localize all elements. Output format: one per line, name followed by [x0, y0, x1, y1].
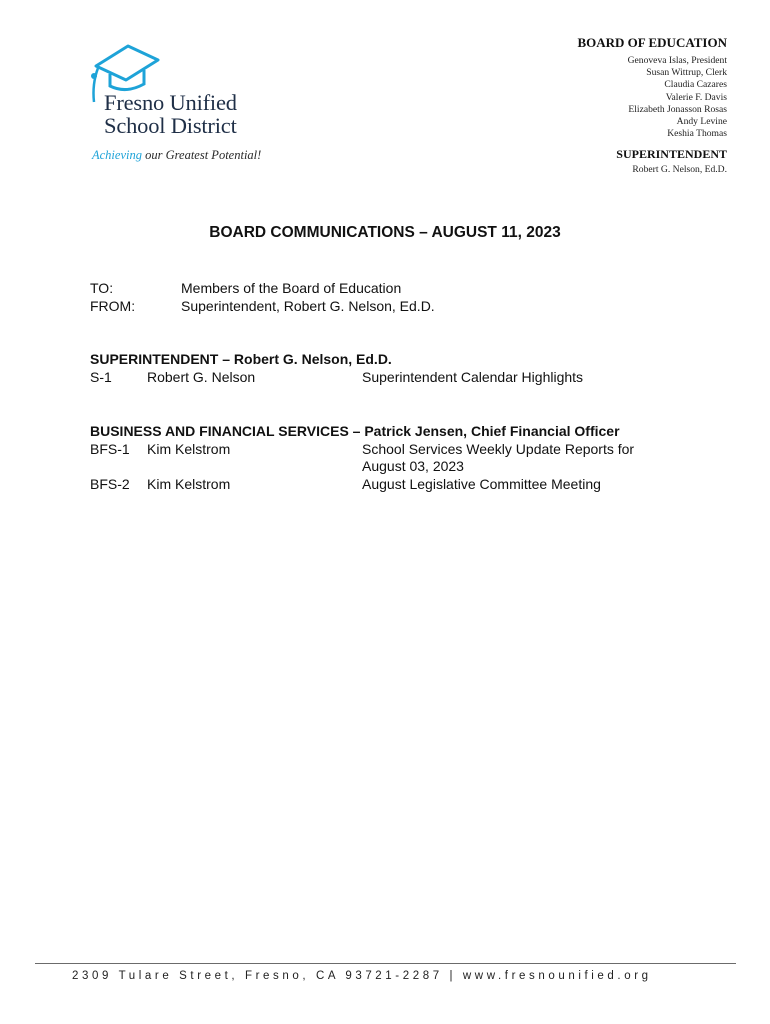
- section-heading: SUPERINTENDENT – Robert G. Nelson, Ed.D.: [90, 351, 392, 367]
- item-author: Kim Kelstrom: [147, 475, 231, 492]
- district-logo: [86, 44, 271, 174]
- board-member: Elizabeth Jonasson Rosas: [628, 103, 727, 115]
- section-superintendent: [90, 351, 672, 386]
- board-member: Genoveva Islas, President: [627, 55, 727, 66]
- board-member: Susan Wittrup, Clerk: [646, 67, 727, 79]
- section-heading: BUSINESS AND FINANCIAL SERVICES – Patrick Jensen, Chief Financial Officer: [90, 423, 620, 439]
- section-business-financial: [90, 423, 672, 493]
- board-of-education-block: [577, 35, 727, 140]
- list-item: [90, 476, 672, 494]
- tagline-rest: our Greatest Potential!: [141, 148, 262, 162]
- superintendent-block: [616, 147, 727, 175]
- item-description: Superintendent Calendar Highlights: [362, 368, 584, 385]
- item-author: Kim Kelstrom: [147, 440, 231, 457]
- logo-line-1: Fresno Unified: [104, 90, 237, 115]
- item-code: BFS-1: [90, 440, 130, 457]
- board-member: Andy Levine: [676, 116, 727, 128]
- board-heading: BOARD OF EDUCATION: [577, 35, 727, 50]
- memo-header: [90, 279, 435, 315]
- footer-divider: [35, 963, 736, 964]
- list-item: [90, 369, 672, 387]
- to-value: Members of the Board of Education: [181, 280, 402, 296]
- page-title: BOARD COMMUNICATIONS – AUGUST 11, 2023: [209, 224, 561, 241]
- superintendent-heading: SUPERINTENDENT: [616, 147, 727, 161]
- tagline-highlight: Achieving: [92, 148, 142, 162]
- board-member: Valerie F. Davis: [665, 91, 727, 103]
- item-description: August Legislative Committee Meeting: [362, 475, 601, 492]
- item-author: Robert G. Nelson: [147, 368, 256, 385]
- logo-line-2: School District: [104, 113, 237, 138]
- item-code: BFS-2: [90, 475, 130, 492]
- superintendent-name: Robert G. Nelson, Ed.D.: [632, 164, 727, 175]
- from-value: Superintendent, Robert G. Nelson, Ed.D.: [181, 298, 435, 314]
- list-item: [90, 441, 672, 476]
- from-label: FROM:: [90, 298, 136, 314]
- item-code: S-1: [90, 368, 112, 385]
- board-member: Keshia Thomas: [667, 128, 727, 140]
- logo-tagline: [92, 148, 261, 163]
- to-label: TO:: [90, 280, 114, 296]
- board-member: Claudia Cazares: [664, 79, 727, 91]
- item-description: School Services Weekly Update Reports for August 03, 2023: [362, 440, 635, 474]
- footer-address: 2309 Tulare Street, Fresno, CA 93721-2287 | www.fresnounified.org: [72, 970, 652, 982]
